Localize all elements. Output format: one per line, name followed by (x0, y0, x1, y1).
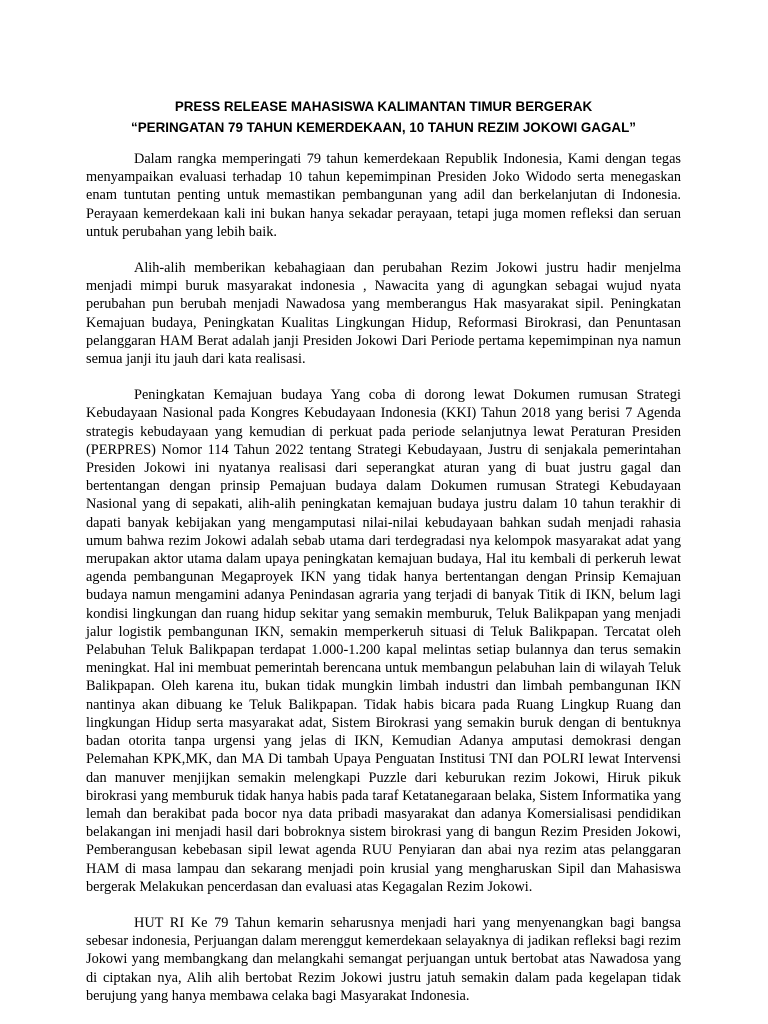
paragraph-1: Dalam rangka memperingati 79 tahun kemerdekaan Republik Indonesia, Kami dengan tegas menyampaikan evaluasi terhadap 10 tahun kepemimpinan Presiden Joko Widodo serta menegaskan enam tuntutan penting untuk memastikan pembangunan yang adil dan berkelanjutan di Indonesia. Perayaan kemerdekaan kali ini bukan hanya sekadar perayaan, tetapi juga momen refleksi dan seruan untuk perubahan yang lebih baik. (86, 151, 681, 240)
paragraph-3: Peningkatan Kemajuan budaya Yang coba di dorong lewat Dokumen rumusan Strategi Kebudayaan Nasional pada Kongres Kebudayaan Indonesia (KKI) Tahun 2018 yang berisi 7 Agenda strategis kebudayaan yang kemudian di perkuat pada periode selanjutnya lewat Peraturan Presiden (PERPRES) Nomor 114 Tahun 2022 tentang Strategi Kebudayaan, Justru di senjakala pemerintahan Presiden Jokowi ini nyatanya realisasi dari seperangkat aturan yang di buat justru gagal dan bertentangan dengan prinsip Pemajuan budaya dalam Dokumen rumusan Strategi Kebudayaan Nasional yang di sepakati, alih-alih peningkatan kemajuan budaya justru dalam 10 tahun terakhir di dapati banyak kebijakan yang mengamputasi nilai-nilai kebudayaan bahkan sudah menjadi rahasia umum bahwa rezim Jokowi adalah sebab utama dari terdegradasi nya kelompok masyarakat adat yang merupakan aktor utama dalam upaya peningkatan kemajuan budaya, Hal itu kembali di perkeruh lewat agenda pembangunan Megaproyek IKN yang tidak hanya bertentangan dengan Prinsip Kemajuan budaya namun mengamini adanya Penindasan agraria yang terjadi di banyak Titik di IKN, belum lagi kondisi lingkungan dan ruang hidup sekitar yang semakin memburuk, Teluk Balikpapan yang menjadi jalur logistik pembangunan IKN, semakin memperkeruh situasi di Teluk Balikpapan. Tercatat oleh Pelabuhan Teluk Balikpapan terdapat 1.000-1.200 kapal melintas setiap bulannya dan terus semakin meningkat. Hal ini membuat pemerintah berencana untuk membangun pelabuhan lain di wilayah Teluk Balikpapan. Oleh karena itu, bukan tidak mungkin limbah industri dan limbah pembangunan IKN nantinya akan dibuang ke Teluk Balikpapan. Tidak habis bicara pada Ruang Lingkup Ruang dan lingkungan Hidup serta masyarakat adat, Sistem Birokrasi yang semakin buruk dengan di bentuknya badan otorita tanpa urgensi yang jelas di IKN, Kemudian Adanya amputasi demokrasi dengan Pelemahan KPK,MK, dan MA Di tambah Upaya Penguatan Institusi TNI dan POLRI lewat Intervensi dan manuver menjijkan semakin melengkapi Puzzle dari keburukan rezim Jokowi, Hiruk pikuk birokrasi yang memburuk tidak hanya habis pada taraf Ketatanegaraan belaka, Sistem Informatika yang lemah dan berakibat pada bocor nya data pribadi masyarakat dan adanya Komersialisasi pendidikan belakangan ini menjadi hasil dari bobroknya sistem birokrasi yang di bangun Rezim Presiden Jokowi, Pemberangusan kebebasan sipil lewat agenda RUU Penyiaran dan abai nya rezim atas pelanggaran HAM di masa lampau dan sekarang menjadi poin krusial yang mengharuskan Sipil dan Mahasiswa bergerak Melakukan pencerdasan dan evaluasi atas Kegagalan Rezim Jokowi. (86, 387, 681, 895)
title-line-1: PRESS RELEASE MAHASISWA KALIMANTAN TIMUR BERGERAK (174, 99, 593, 114)
paragraph-2: Alih-alih memberikan kebahagiaan dan perubahan Rezim Jokowi justru hadir menjelma menjadi mimpi buruk masyarakat indonesia , Nawacita yang di agungkan sebagai wujud nyata perubahan pun berubah menjadi Nawadosa yang memberangus Hak masyarakat sipil. Peningkatan Kemajuan budaya, Peningkatan Kualitas Lingkungan Hidup, Reformasi Birokrasi, dan Penuntasan pelanggaran HAM Berat adalah janji Presiden Jokowi Dari Periode pertama kepemimpinan nya namun semua janji itu jauh dari kata realisasi. (86, 260, 681, 368)
document-heading (86, 96, 681, 138)
document-page (86, 96, 681, 1023)
paragraph-4: HUT RI Ke 79 Tahun kemarin seharusnya menjadi hari yang menyenangkan bagi bangsa sebesar indonesia, Perjuangan dalam merenggut kemerdekaan selayaknya di jadikan refleksi bagi rezim Jokowi yang membangkang dan melangkahi semangat perjuangan untuk bertobat atas Nawadosa yang di ciptakan nya, Alih alih bertobat Rezim Jokowi justru jatuh semakin dalam pada kegelapan tidak berujung yang hanya membawa celaka bagi Masyarakat Indonesia. (86, 914, 681, 1004)
title-line-2: “PERINGATAN 79 TAHUN KEMERDEKAAN, 10 TAHUN REZIM JOKOWI GAGAL” (131, 120, 636, 135)
